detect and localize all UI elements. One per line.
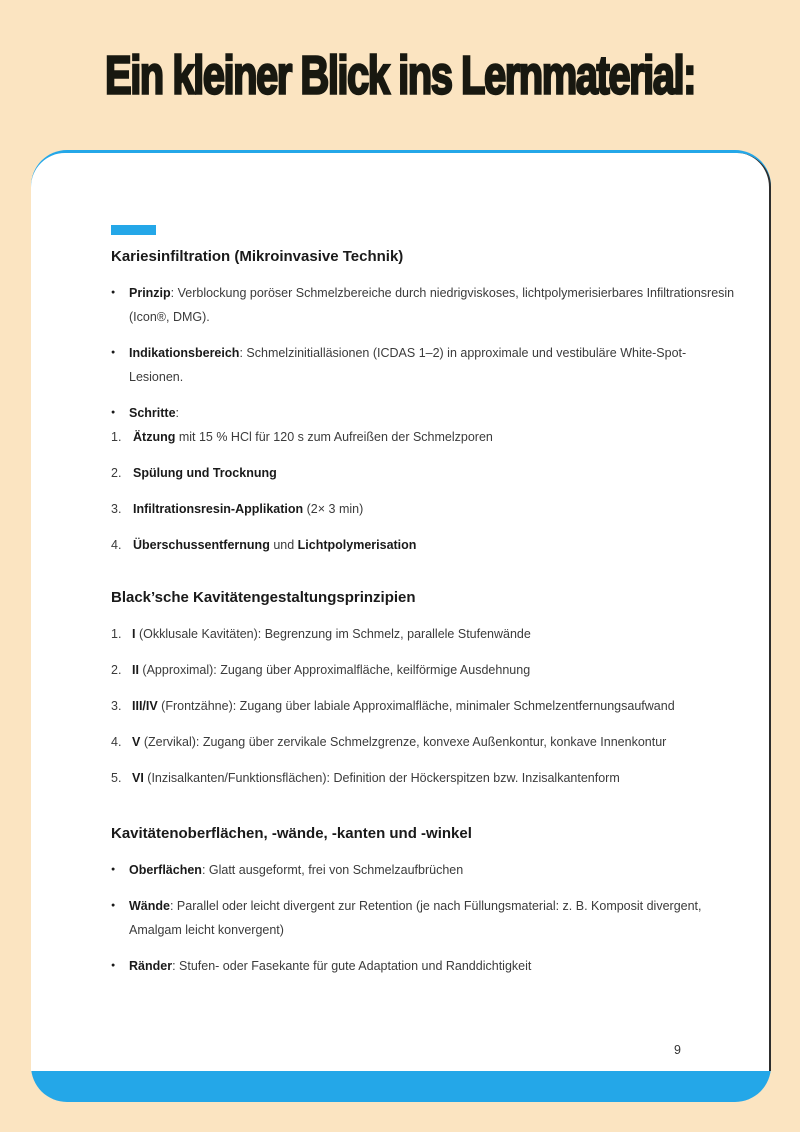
item-number: 4. [111,538,122,552]
list-item-text: Ätzung mit 15 % HCl für 120 s zum Aufreißen der Schmelzporen [133,430,493,444]
steps-list [111,425,736,557]
item-number: 5. [111,771,122,785]
item-number: 3. [111,699,122,713]
list-item [111,766,736,790]
section-heading: Black’sche Kavitätengestaltungsprinzipien [111,589,416,606]
list-item-text: VI (Inzisalkanten/Funktionsflächen): Definition der Höckerspitzen bzw. Inzisalkantenform [132,771,620,785]
bullet-dot: ● [111,902,116,909]
numbered-list [111,622,736,790]
section-heading: Kariesinfiltration (Mikroinvasive Technik) [111,248,404,265]
list-item [111,622,736,646]
list-item-text: Spülung und Trocknung [133,466,277,480]
list-item-text: Wände: Parallel oder leicht divergent zur Retention (je nach Füllungsmaterial: z. B. Komposit divergent, Amalgam leicht konvergent) [129,899,702,937]
list-item-text: Infiltrationsresin-Applikation (2× 3 min) [133,502,364,516]
list-item-text: Prinzip: Verblockung poröser Schmelzbereiche durch niedrigviskoses, lichtpolymerisierbares Infiltrationsresin (Icon®, DMG). [129,286,735,324]
list-item [111,730,736,754]
section-kavitaetenoberflaechen [111,824,736,978]
bullet-list [111,858,736,978]
section-kariesinfiltration [111,247,736,557]
bullet-dot: ● [111,962,116,969]
list-item [111,954,736,978]
section-heading: Kavitätenoberflächen, -wände, -kanten und -winkel [111,825,472,842]
bullet-dot: ● [111,866,116,873]
list-item [111,281,736,329]
list-item-text: III/IV (Frontzähne): Zugang über labiale Approximalfläche, minimaler Schmelzentfernungsaufwand [132,699,675,713]
list-item [111,497,736,521]
list-item-text: Schritte: [129,406,180,420]
list-item-text: Oberflächen: Glatt ausgeformt, frei von Schmelzaufbrüchen [129,863,464,877]
document-page [31,153,771,1071]
item-number: 1. [111,430,122,444]
bullet-dot: ● [111,409,116,416]
list-item-text: V (Zervikal): Zugang über zervikale Schmelzgrenze, konvexe Außenkontur, konkave Innenkontur [132,735,667,749]
list-item [111,461,736,485]
list-item [111,894,736,942]
list-item-text: Überschussentfernung und Lichtpolymerisation [133,538,417,552]
list-item [111,858,736,882]
document-content [31,153,769,1071]
item-number: 1. [111,627,122,641]
list-item [111,401,736,425]
material-card [31,150,771,1102]
list-item [111,694,736,718]
list-item [111,341,736,389]
list-item-text: I (Okklusale Kavitäten): Begrenzung im Schmelz, parallele Stufenwände [132,627,531,641]
section-black-prinzipien [111,588,736,790]
bullet-list [111,281,736,425]
poster-title: Ein kleiner Blick ins Lernmaterial: [105,46,695,106]
list-item-text: Ränder: Stufen- oder Fasekante für gute Adaptation und Randdichtigkeit [129,959,532,973]
page-number: 9 [674,1043,681,1057]
item-number: 4. [111,735,122,749]
bullet-dot: ● [111,349,116,356]
item-number: 3. [111,502,122,516]
list-item-text: Indikationsbereich: Schmelzinitialläsionen (ICDAS 1–2) in approximale und vestibuläre White-Spot-Lesionen. [129,346,687,384]
list-item [111,425,736,449]
list-item-text: II (Approximal): Zugang über Approximalfläche, keilförmige Ausdehnung [132,663,531,677]
bullet-dot: ● [111,289,116,296]
item-number: 2. [111,663,122,677]
list-item [111,533,736,557]
list-item [111,658,736,682]
item-number: 2. [111,466,122,480]
